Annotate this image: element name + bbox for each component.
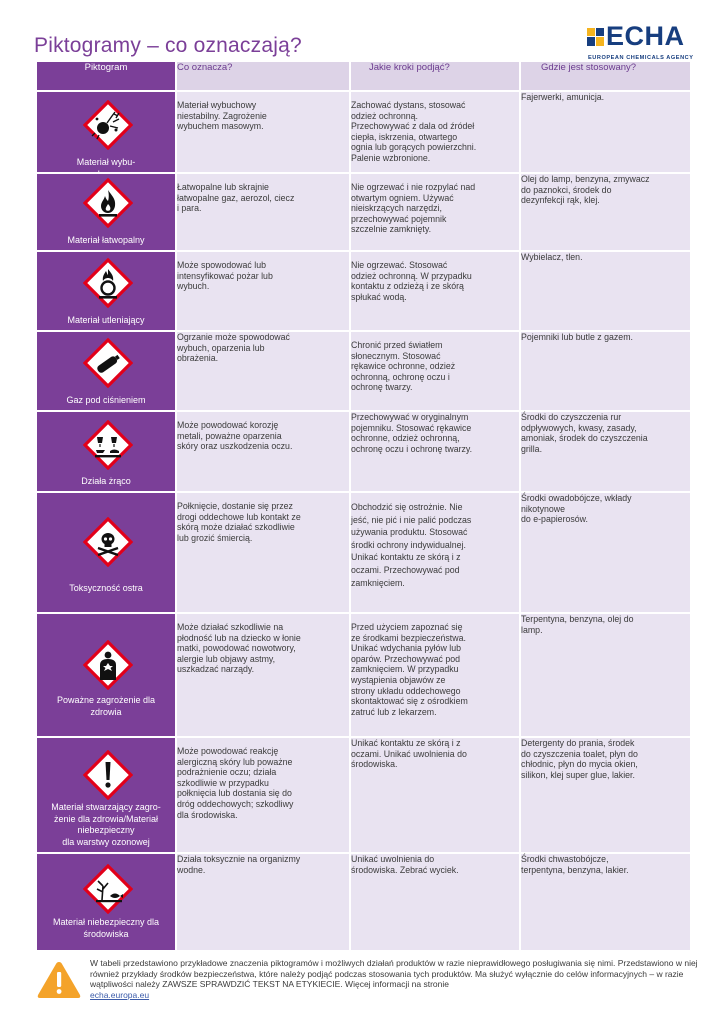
footer-text (90, 958, 698, 1000)
table-row (36, 853, 691, 951)
pictogram-label: Poważne zagrożenie dla zdrowia (56, 695, 156, 717)
pictogram-label: Materiał łatwopalny (67, 234, 145, 245)
steps-cell: Chronić przed światłem słonecznym. Stosować rękawice ochronne, odzież ochronną, ochronę oczu i ochronę twarzy. (350, 331, 520, 411)
environment-icon (83, 864, 133, 914)
meaning-cell: Ogrzanie może spowodować wybuch, oparzenia lub obrażenia. (176, 331, 350, 411)
header-steps: Jakie kroki podjąć? (350, 61, 520, 91)
pictogram-cell (36, 251, 176, 331)
usage-cell: Wybielacz, tlen. (520, 251, 691, 331)
pictogram-label: Toksyczność ostra (69, 582, 143, 593)
meaning-cell: Może działać szkodliwie na płodność lub na dziecko w łonie matki, powodować nowotwory, alergie lub objawy astmy, uszkadzać narządy. (176, 613, 350, 737)
warning-icon (36, 960, 82, 1000)
footer-link[interactable]: echa.europa.eu (90, 989, 150, 1000)
pictogram-label: Materiał wybu- (76, 157, 136, 167)
logo-subtitle: EUROPEAN CHEMICALS AGENCY (588, 55, 694, 61)
footer-paragraph: W tabeli przedstawiono przykładowe znaczenia piktogramów i możliwych działań produktów w razie nieprawidłowego posługiwania się nimi. Przedstawiono w niej również przykłady środków bezpieczeństwa, które należy podjąć podczas stosowania tych produktów. Ma służyć wyłącznie do celów informacyjnych – w razie wątpliwości należy ZAWSZE SPRAWDZIĆ TEKST NA ETYKIECIE. Więcej informacji na stronie (90, 958, 698, 990)
usage-cell: Środki owadobójcze, wkłady nikotynowe do e-papierosów. (520, 492, 691, 613)
flame-over-circle-icon (83, 258, 133, 308)
table-row (36, 251, 691, 331)
usage-cell: Pojemniki lub butle z gazem. (520, 331, 691, 411)
pictogram-label: Materiał stwarzający zagro- żenie dla zdrowia/Materiał niebezpieczny dla warstwy ozonowej (51, 802, 161, 847)
skull-and-crossbones-icon (83, 517, 133, 567)
pictogram-cell (36, 91, 176, 173)
meaning-cell: Działa toksycznie na organizmy wodne. (176, 853, 350, 951)
table-row (36, 492, 691, 613)
table-row (36, 331, 691, 411)
usage-cell: Detergenty do prania, środek do czyszczenia toalet, płyn do chłodnic, płyn do mycia okien, silikon, klej super glue, lakier. (520, 737, 691, 853)
gas-cylinder-icon (83, 338, 133, 388)
flame-icon (83, 178, 133, 228)
pictogram-cell (36, 411, 176, 492)
steps-cell: Unikać kontaktu ze skórą i z oczami. Unikać uwolnienia do środowiska. (350, 737, 520, 853)
steps-cell: Przechowywać w oryginalnym pojemniku. Stosować rękawice ochronne, odzież ochronną, ochronę oczu i ochronę twarzy. (350, 411, 520, 492)
corrosion-icon (83, 420, 133, 470)
usage-cell: Fajerwerki, amunicja. (520, 91, 691, 173)
meaning-cell: Materiał wybuchowy niestabilny. Zagrożenie wybuchem masowym. (176, 91, 350, 173)
pictogram-cell (36, 492, 176, 613)
table-row (36, 91, 691, 173)
meaning-cell: Połknięcie, dostanie się przez drogi oddechowe lub kontakt ze skórą może działać szkodliwie lub grozić śmiercią. (176, 492, 350, 613)
table-row (36, 173, 691, 251)
header-usage: Gdzie jest stosowany? (520, 61, 691, 91)
pictogram-table (35, 60, 692, 952)
meaning-cell: Może spowodować lub intensyfikować pożar lub wybuch. (176, 251, 350, 331)
usage-cell: Terpentyna, benzyna, olej do lamp. (520, 613, 691, 737)
pictogram-label: Materiał niebezpieczny dla środowiska (52, 917, 160, 939)
table-header-row (36, 61, 691, 91)
pictogram-label: Działa żrąco (81, 475, 131, 486)
meaning-cell: Może powodować korozję metali, poważne oparzenia skóry oraz uszkodzenia oczu. (176, 411, 350, 492)
pictogram-cell (36, 737, 176, 853)
table-row (36, 737, 691, 853)
header-meaning: Co oznacza? (176, 61, 350, 91)
pictogram-cell (36, 331, 176, 411)
echa-logo[interactable] (586, 21, 694, 61)
meaning-cell: Może powodować reakcję alergiczną skóry lub poważne podrażnienie oczu; działa szkodliwie w przypadku połknięcia lub dostania się do dróg oddechowych; szkodliwy dla środowiska. (176, 737, 350, 853)
exploding-bomb-icon (83, 100, 133, 150)
meaning-cell: Łatwopalne lub skrajnie łatwopalne gaz, aerozol, ciecz i para. (176, 173, 350, 251)
table-row (36, 411, 691, 492)
footer-note (34, 958, 698, 1008)
usage-cell: Środki chwastobójcze, terpentyna, benzyna, lakier. (520, 853, 691, 951)
exclamation-mark-icon (83, 750, 133, 800)
echa-logo-mark (586, 24, 606, 50)
steps-cell: Przed użyciem zapoznać się ze środkami bezpieczeństwa. Unikać wdychania pyłów lub oparów. Przechowywać pod zamknięciem. W przypadku wystąpienia objawów ze strony układu oddechowego skontaktować się z ośrodkiem zatruć lub z lekarzem. (350, 613, 520, 737)
steps-cell: Nie ogrzewać i nie rozpylać nad otwartym ogniem. Używać nieiskrzących narzędzi, przechowywać pojemnik szczelnie zamknięty. (350, 173, 520, 251)
steps-cell: Unikać uwolnienia do środowiska. Zebrać wyciek. (350, 853, 520, 951)
steps-cell: Zachować dystans, stosować odzież ochronną. Przechowywać z dala od źródeł ciepła, iskrzenia, otwartego ognia lub gorących powierzchni. Palenie wzbronione. (350, 91, 520, 173)
usage-cell: Olej do lamp, benzyna, zmywacz do paznokci, środek do dezynfekcji rąk, klej. (520, 173, 691, 251)
pictogram-cell (36, 853, 176, 951)
health-hazard-icon (83, 640, 133, 690)
logo-text: ECHA (606, 21, 685, 51)
table-row (36, 613, 691, 737)
pictogram-cell (36, 173, 176, 251)
steps-cell: Obchodzić się ostrożnie. Nie jeść, nie pić i nie palić podczas używania produktu. Stosować środki ochrony indywidualnej. Unikać kontaktu ze skórą i z oczami. Przechowywać pod zamknięciem. (350, 492, 520, 613)
steps-cell: Nie ogrzewać. Stosować odzież ochronną. W przypadku kontaktu z odzieżą i ze skórą spłukać wodą. (350, 251, 520, 331)
pictogram-cell (36, 613, 176, 737)
header-pictogram: Piktogram (36, 61, 176, 91)
pictogram-label: Gaz pod ciśnieniem (66, 394, 146, 405)
usage-cell: Środki do czyszczenia rur odpływowych, kwasy, zasady, amoniak, środek do czyszczenia grilla. (520, 411, 691, 492)
page-title: Piktogramy – co oznaczają? (34, 34, 302, 57)
pictogram-label: Materiał utleniający (67, 314, 145, 325)
